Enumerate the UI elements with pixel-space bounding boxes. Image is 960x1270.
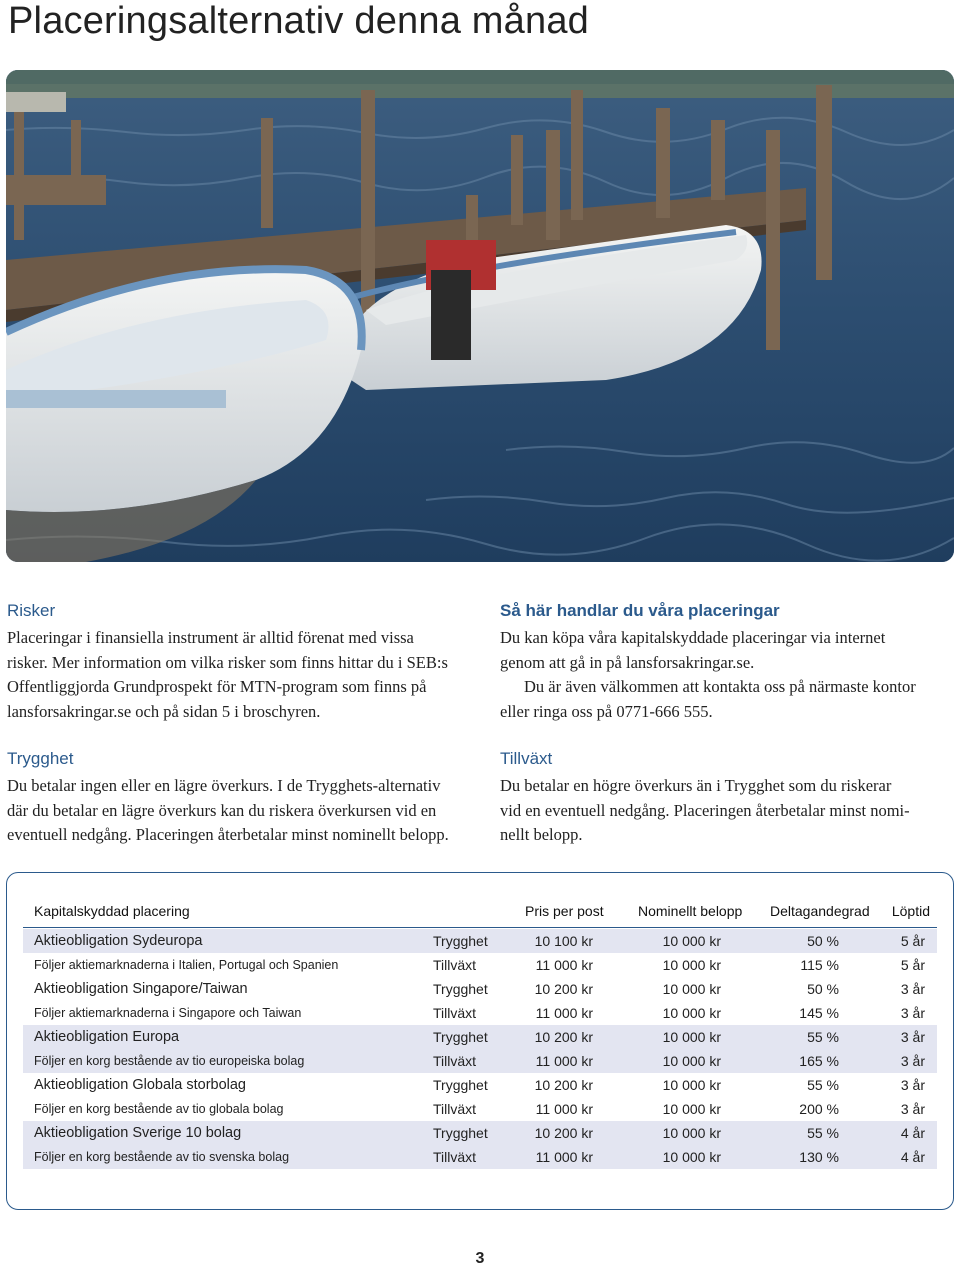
section-heading: Så här handlar du våra placeringar bbox=[500, 601, 780, 620]
cell-term: 3 år bbox=[900, 1029, 925, 1045]
text-line: Du betalar en högre överkurs än i Trygghet som du riskerar bbox=[500, 776, 892, 795]
cell-participation: 50 % bbox=[807, 933, 839, 949]
cell-price: 10 100 kr bbox=[534, 933, 593, 949]
cell-type: Tillväxt bbox=[433, 957, 477, 973]
text-line: lansforsakringar.se och på sidan 5 i broschyren. bbox=[7, 701, 321, 721]
cell-price: 10 200 kr bbox=[534, 981, 593, 997]
cell-term: 3 år bbox=[900, 1101, 925, 1117]
table-row bbox=[23, 1001, 937, 1025]
section-heading: Tillväxt bbox=[500, 749, 553, 768]
section-heading: Trygghet bbox=[7, 749, 74, 768]
text-line: Du kan köpa våra kapitalskyddade placeringar via internet bbox=[500, 628, 886, 647]
cell-type: Tillväxt bbox=[433, 1101, 477, 1117]
cell-nominal: 10 000 kr bbox=[662, 933, 721, 949]
section-tillvaxt bbox=[500, 748, 960, 848]
table-row bbox=[23, 1097, 937, 1121]
cell-participation: 115 % bbox=[800, 957, 839, 973]
table-row bbox=[23, 1025, 937, 1049]
section-handla bbox=[500, 600, 960, 724]
table-row bbox=[23, 977, 937, 1001]
table-row bbox=[23, 953, 937, 977]
cell-name: Aktieobligation Sydeuropa bbox=[34, 933, 203, 949]
cell-name: Aktieobligation Singapore/Taiwan bbox=[34, 981, 248, 997]
cell-participation: 130 % bbox=[799, 1149, 839, 1165]
cell-participation: 145 % bbox=[799, 1005, 839, 1021]
cell-term: 4 år bbox=[900, 1125, 925, 1141]
cell-nominal: 10 000 kr bbox=[662, 1149, 721, 1165]
table-row bbox=[23, 1145, 937, 1169]
cell-term: 5 år bbox=[900, 933, 925, 949]
section-heading: Risker bbox=[7, 601, 56, 620]
section-risker bbox=[7, 600, 467, 724]
cell-name: Följer aktiemarknaderna i Italien, Portugal och Spanien bbox=[34, 958, 339, 972]
cell-price: 11 000 kr bbox=[535, 1005, 593, 1021]
cell-type: Trygghet bbox=[433, 1125, 488, 1141]
cell-price: 10 200 kr bbox=[534, 1077, 593, 1093]
cell-nominal: 10 000 kr bbox=[662, 1005, 721, 1021]
text-line: nellt belopp. bbox=[500, 825, 583, 844]
section-body bbox=[500, 774, 960, 848]
page-number: 3 bbox=[475, 1250, 485, 1267]
text-line: genom att gå in på lansforsakringar.se. bbox=[500, 652, 755, 672]
cell-participation: 165 % bbox=[799, 1053, 839, 1069]
cell-type: Tillväxt bbox=[433, 1005, 477, 1021]
cell-nominal: 10 000 kr bbox=[662, 981, 721, 997]
text-line: vid en eventuell nedgång. Placeringen återbetalar minst nomi- bbox=[500, 800, 910, 820]
cell-term: 3 år bbox=[900, 1053, 925, 1069]
boats-illustration bbox=[6, 70, 954, 562]
cell-term: 5 år bbox=[900, 957, 925, 973]
table-row bbox=[23, 1049, 937, 1073]
cell-participation: 50 % bbox=[807, 981, 839, 997]
cell-nominal: 10 000 kr bbox=[662, 1101, 721, 1117]
cell-term: 3 år bbox=[900, 981, 925, 997]
placements-table bbox=[6, 872, 954, 1210]
text-line: Offentliggjorda Grundprospekt för MTN-program som finns på bbox=[7, 677, 427, 696]
header-participation: Deltagandegrad bbox=[770, 903, 870, 919]
header-name: Kapitalskyddad placering bbox=[34, 903, 190, 919]
cell-type: Trygghet bbox=[433, 981, 488, 997]
cell-nominal: 10 000 kr bbox=[662, 1077, 721, 1093]
cell-type: Tillväxt bbox=[433, 1149, 477, 1165]
text-line: där du betalar en lägre överkurs kan du riskera överkursen vid en bbox=[7, 800, 437, 820]
cell-term: 3 år bbox=[900, 1005, 925, 1021]
cell-price: 11 000 kr bbox=[535, 1053, 593, 1069]
cell-price: 11 000 kr bbox=[535, 1149, 593, 1165]
table-header bbox=[23, 899, 937, 923]
boats-photo bbox=[6, 70, 954, 562]
header-divider bbox=[23, 927, 937, 928]
section-body bbox=[7, 774, 467, 848]
cell-name: Aktieobligation Europa bbox=[34, 1029, 180, 1045]
cell-name: Följer en korg bestående av tio globala bolag bbox=[34, 1102, 284, 1116]
table-row bbox=[23, 929, 937, 953]
text-line: Placeringar i finansiella instrument är alltid förenat med vissa bbox=[7, 628, 414, 647]
cell-term: 4 år bbox=[900, 1149, 925, 1165]
cell-name: Aktieobligation Globala storbolag bbox=[34, 1077, 246, 1093]
cell-nominal: 10 000 kr bbox=[662, 1029, 721, 1045]
cell-price: 10 200 kr bbox=[534, 1029, 593, 1045]
cell-type: Trygghet bbox=[433, 933, 488, 949]
cell-type: Tillväxt bbox=[433, 1053, 477, 1069]
cell-name: Aktieobligation Sverige 10 bolag bbox=[34, 1125, 242, 1141]
cell-nominal: 10 000 kr bbox=[662, 1053, 721, 1069]
header-price: Pris per post bbox=[525, 903, 604, 919]
text-line: risker. Mer information om vilka risker som finns hittar du i SEB:s bbox=[7, 652, 448, 672]
cell-name: Följer en korg bestående av tio europeiska bolag bbox=[34, 1054, 305, 1068]
cell-nominal: 10 000 kr bbox=[662, 1125, 721, 1141]
page-title: Placeringsalternativ denna månad bbox=[8, 0, 589, 42]
cell-name: Följer aktiemarknaderna i Singapore och Taiwan bbox=[34, 1006, 302, 1020]
cell-term: 3 år bbox=[900, 1077, 925, 1093]
cell-nominal: 10 000 kr bbox=[662, 957, 721, 973]
table-row bbox=[23, 1073, 937, 1097]
table-row bbox=[23, 1121, 937, 1145]
cell-price: 11 000 kr bbox=[535, 1101, 593, 1117]
cell-name: Följer en korg bestående av tio svenska bolag bbox=[34, 1150, 290, 1164]
cell-participation: 55 % bbox=[807, 1029, 839, 1045]
cell-participation: 55 % bbox=[807, 1077, 839, 1093]
header-term: Löptid bbox=[891, 903, 930, 919]
section-body bbox=[7, 626, 467, 724]
cell-participation: 200 % bbox=[799, 1101, 839, 1117]
text-line: Du är även välkommen att kontakta oss på närmaste kontor bbox=[524, 677, 916, 696]
cell-type: Trygghet bbox=[433, 1029, 488, 1045]
cell-price: 11 000 kr bbox=[535, 957, 593, 973]
text-line: Du betalar ingen eller en lägre överkurs. I de Trygghets-alternativ bbox=[7, 776, 441, 795]
cell-participation: 55 % bbox=[807, 1125, 839, 1141]
section-body bbox=[500, 626, 960, 724]
text-line: eller ringa oss på 0771-666 555. bbox=[500, 701, 713, 721]
header-nominal: Nominellt belopp bbox=[638, 903, 743, 919]
text-line: eventuell nedgång. Placeringen återbetalar minst nominellt belopp. bbox=[7, 825, 449, 844]
section-trygghet bbox=[7, 748, 467, 848]
cell-price: 10 200 kr bbox=[534, 1125, 593, 1141]
cell-type: Trygghet bbox=[433, 1077, 488, 1093]
